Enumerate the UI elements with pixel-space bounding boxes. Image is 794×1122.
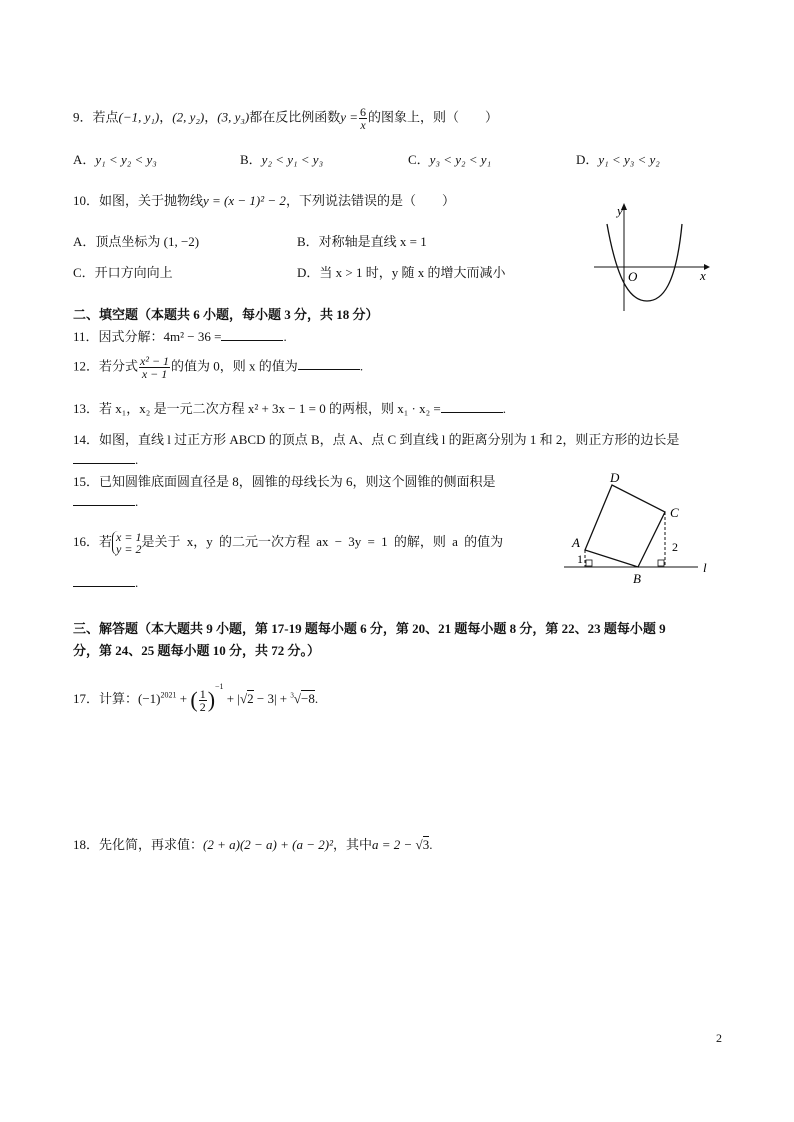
section-3-heading-line-1: 三、解答题（本大题共 9 小题，第 17-19 题每小题 6 分，第 20、21 题每小题 8 分，第 22、23 题每小题 9 xyxy=(73,621,666,636)
answer-blank xyxy=(298,359,360,370)
q13-text: 13．若 x₁，x₂ 是一元二次方程 x² + 3x − 1 = 0 的两根，则 x₁ · x₂ = xyxy=(73,401,441,416)
q9-option-c xyxy=(408,152,491,168)
q10-option-d xyxy=(297,265,505,281)
label-a: A xyxy=(572,535,580,550)
q17-fraction-num: 1 xyxy=(199,686,206,701)
q10-formula: y = (x − 1)² − 2 xyxy=(203,193,286,208)
label-b: B xyxy=(633,571,641,586)
label-d: D xyxy=(610,470,620,485)
q11-text: 11．因式分解：4m² − 36 = xyxy=(73,329,222,344)
q17-text-b: − 3| + xyxy=(253,691,291,706)
label-distance-2: 2 xyxy=(672,540,678,554)
option-label: C． xyxy=(408,152,430,167)
q17-operator: + xyxy=(176,691,191,706)
parabola-figure xyxy=(590,198,715,314)
question-13 xyxy=(73,401,506,417)
paren-open: ( xyxy=(190,687,198,713)
q9-fraction xyxy=(359,106,367,131)
q9-stem-a: 9．若点 xyxy=(73,109,119,125)
q18-condition: a = 2 − xyxy=(372,837,416,852)
q9-option-a xyxy=(73,152,157,168)
q12-text-b: 的值为 0，则 x 的值为 xyxy=(171,358,298,374)
label-l: l xyxy=(703,560,707,575)
page-number: 2 xyxy=(716,1031,722,1045)
right-angle-mark-c xyxy=(658,560,664,566)
q17-end: . xyxy=(314,691,319,706)
q9-point-1: (−1, y₁) xyxy=(118,109,160,125)
option-text: 开口方向向上 xyxy=(94,265,173,280)
option-text: 顶点坐标为 (1, −2) xyxy=(95,234,200,249)
answer-blank xyxy=(73,576,135,587)
q9-point-2: (2, y₂) xyxy=(172,109,205,125)
q18-text-b: ，其中 xyxy=(332,837,372,852)
q16-text-b: 是关于 x，y 的二元一次方程 ax − 3y = 1 的解，则 a 的值为 xyxy=(141,534,504,549)
q17-fraction-den: 2 xyxy=(199,699,206,714)
q16-end: . xyxy=(135,575,139,590)
option-label: A． xyxy=(73,152,96,167)
q12-fraction xyxy=(139,355,170,380)
answer-blank xyxy=(73,453,135,464)
section-2-heading: 二、填空题（本题共 6 小题，每小题 3 分，共 18 分） xyxy=(73,307,379,322)
q17-operator: + | xyxy=(223,691,240,706)
parabola-curve xyxy=(607,224,682,301)
square-abcd xyxy=(585,485,665,567)
sqrt-sign: √ xyxy=(239,691,248,706)
question-17 xyxy=(73,679,318,713)
question-9 xyxy=(73,106,498,131)
q9-stem-b: 都在反比例函数 xyxy=(249,109,341,125)
q12-fraction-den: x − 1 xyxy=(141,367,168,381)
q17-base: (−1) xyxy=(138,691,161,706)
right-angle-mark-a xyxy=(586,560,592,566)
q16-system-line-1: x = 1 xyxy=(116,530,142,545)
q10-option-a xyxy=(73,234,199,250)
q17-exponent-1: 2021 xyxy=(160,690,177,700)
q9-sep: ， xyxy=(204,109,218,125)
q14-end: . xyxy=(135,452,139,467)
q10-stem-b: ，下列说法错误的是（ ） xyxy=(285,193,455,208)
q12-text-a: 12．若分式 xyxy=(73,358,139,374)
question-12 xyxy=(73,355,363,380)
question-15-answer xyxy=(73,494,138,510)
paren-close: ) xyxy=(207,687,216,713)
question-10 xyxy=(73,193,455,209)
q17-cube-arg: −8 xyxy=(301,691,315,706)
q9-option-d xyxy=(576,152,660,168)
label-c: C xyxy=(670,505,679,520)
q16-system-line-2: y = 2 xyxy=(116,542,142,557)
q17-root-index: 3 xyxy=(290,691,294,700)
question-11 xyxy=(73,329,287,345)
option-text: 对称轴是直线 x = 1 xyxy=(318,234,427,249)
option-text: y₃ < y₂ < y₁ xyxy=(429,152,492,167)
option-text: y₁ < y₂ < y₃ xyxy=(95,152,157,167)
y-axis-label: y xyxy=(617,203,623,218)
q15-text: 15．已知圆锥底面圆直径是 8，圆锥的母线长为 6，则这个圆锥的侧面积是 xyxy=(73,474,496,489)
x-axis-label: x xyxy=(700,268,706,283)
option-label: C． xyxy=(73,265,95,280)
q12-end: . xyxy=(359,358,364,374)
answer-blank xyxy=(441,402,503,413)
q18-expression: (2 + a)(2 − a) + (a − 2)² xyxy=(203,837,333,852)
q11-end: . xyxy=(283,329,287,344)
q9-fraction-den: x xyxy=(360,118,366,132)
q15-end: . xyxy=(135,494,139,509)
option-label: D． xyxy=(297,265,320,280)
section-3-heading-line-2: 分，第 24、25 题每小题 10 分，共 72 分。） xyxy=(73,643,321,658)
label-distance-1: 1 xyxy=(577,552,583,566)
question-18 xyxy=(73,837,432,853)
q13-end: . xyxy=(502,401,506,416)
q16-text-a: 16．若 xyxy=(73,534,113,549)
q14-text: 14．如图，直线 l 过正方形 ABCD 的顶点 B，点 A、点 C 到直线 l 的距离分别为 1 和 2，则正方形的边长是 xyxy=(73,432,680,447)
option-label: A． xyxy=(73,234,96,249)
sqrt-sign: √ xyxy=(293,691,302,706)
q9-fn-lhs: y = xyxy=(340,109,358,125)
q17-sqrt-arg: 2 xyxy=(247,691,254,706)
question-15 xyxy=(73,474,496,490)
option-text: y₁ < y₃ < y₂ xyxy=(598,152,660,167)
q18-text-a: 18．先化简，再求值： xyxy=(73,837,204,852)
answer-blank xyxy=(221,330,283,341)
option-text: y₂ < y₁ < y₃ xyxy=(261,152,324,167)
q18-end: . xyxy=(429,837,433,852)
option-text: 当 x > 1 时，y 随 x 的增大而减小 xyxy=(319,265,506,280)
q9-fraction-num: 6 xyxy=(360,105,366,119)
q10-option-b xyxy=(297,234,427,250)
sqrt-sign: √ xyxy=(415,837,423,852)
q16-equation-system xyxy=(112,531,141,555)
question-14 xyxy=(73,432,679,448)
q12-fraction-num: x² − 1 xyxy=(140,354,170,368)
q9-stem-c: 的图象上，则（ ） xyxy=(368,109,499,125)
q9-sep: ， xyxy=(159,109,173,125)
q9-option-b xyxy=(240,152,323,168)
q9-point-3: (3, y₃) xyxy=(217,109,250,125)
question-16 xyxy=(73,527,503,557)
q17-fraction xyxy=(199,688,207,713)
origin-label: O xyxy=(628,269,638,284)
square-figure xyxy=(562,470,722,588)
q17-exponent-2: −1 xyxy=(215,682,224,691)
option-label: B． xyxy=(297,234,319,249)
question-14-answer xyxy=(73,452,138,468)
option-label: B． xyxy=(240,152,262,167)
option-label: D． xyxy=(576,152,599,167)
q18-sqrt-arg: 3 xyxy=(422,837,430,852)
answer-blank xyxy=(73,495,135,506)
question-16-answer xyxy=(73,575,138,591)
q10-option-c xyxy=(73,265,173,281)
q17-text-a: 17．计算： xyxy=(73,691,139,706)
q10-stem-a: 10．如图，关于抛物线 xyxy=(73,193,204,208)
